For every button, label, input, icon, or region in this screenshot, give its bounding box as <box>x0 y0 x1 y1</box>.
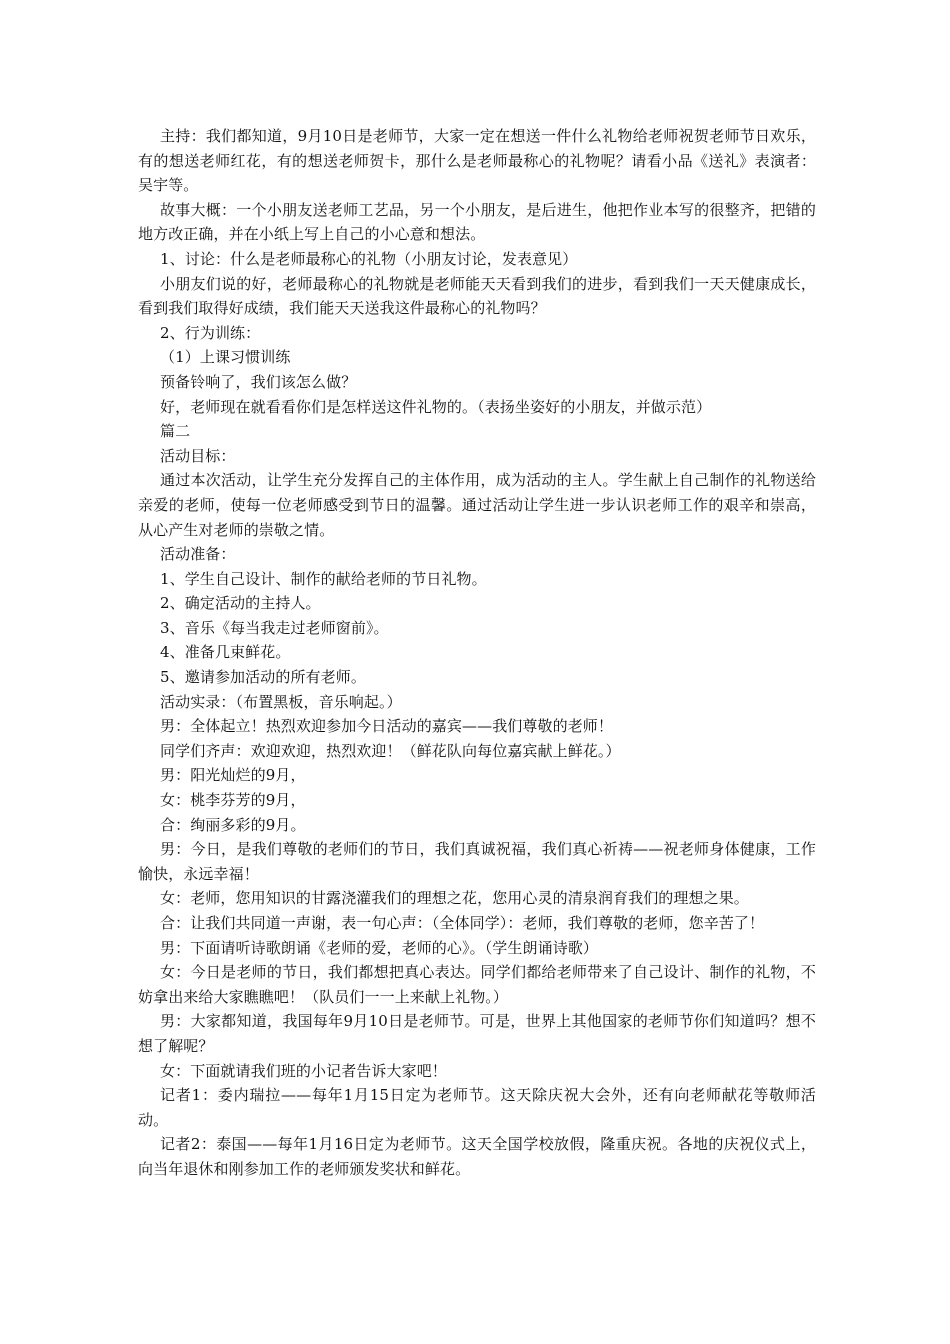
paragraph-teacher-watch: 好，老师现在就看看你们是怎样送这件礼物的。（表扬坐姿好的小朋友，并做示范） <box>160 397 712 416</box>
paragraph-bell-question: 预备铃响了，我们该怎么做？ <box>160 372 357 391</box>
paragraph-discussion: 1、讨论：什么是老师最称心的礼物（小朋友讨论，发表意见） <box>160 249 578 268</box>
paragraph-class-habit: （1）上课习惯训练 <box>160 348 291 367</box>
list-item-prep-2: 2、确定活动的主持人。 <box>160 594 321 613</box>
paragraph-best-gift: 小朋友们说的好，老师最称心的礼物就是老师能天天看到我们的进步，看到我们一天天健康成长，看到我们取得好成绩，我们能天天送我这件最称心的礼物吗？ <box>138 274 816 318</box>
paragraph-behavior-training: 2、行为训练： <box>160 323 261 342</box>
paragraph-activity-goals: 通过本次活动，让学生充分发挥自己的主体作用，成为活动的主人。学生献上自己制作的礼物送给亲爱的老师，使每一位老师感受到节日的温馨。通过活动让学生进一步认识老师工作的艰辛和崇高，从心产生对老师的崇敬之情。 <box>138 471 816 539</box>
heading-activity-prep: 活动准备： <box>160 545 236 564</box>
heading-activity-record: 活动实录：（布置黑板，音乐响起。） <box>160 692 402 711</box>
dialogue-line: 女：桃李芬芳的9月， <box>160 791 306 810</box>
heading-activity-goals: 活动目标： <box>160 446 236 465</box>
dialogue-line: 合：绚丽多彩的9月。 <box>160 815 306 834</box>
dialogue-line: 男：大家都知道，我国每年9月10日是老师节。可是，世界上其他国家的老师节你们知道吗？想不想了解呢？ <box>138 1012 816 1055</box>
dialogue-line: 男：今日，是我们尊敬的老师们的节日，我们真诚祝福，我们真心祈祷——祝老师身体健康，工作愉快，永远幸福！ <box>138 840 816 883</box>
list-item-prep-1: 1、学生自己设计、制作的献给老师的节日礼物。 <box>160 569 487 588</box>
dialogue-line: 女：今日是老师的节日，我们都想把真心表达。同学们都给老师带来了自己设计、制作的礼物，不妨拿出来给大家瞧瞧吧！（队员们一一上来献上礼物。） <box>138 963 816 1006</box>
section-heading-part-two: 篇二 <box>160 422 191 441</box>
list-item-prep-5: 5、邀请参加活动的所有老师。 <box>160 668 366 687</box>
dialogue-line: 男：全体起立！热烈欢迎参加今日活动的嘉宾——我们尊敬的老师！ <box>160 717 614 736</box>
reporter-line: 记者1：委内瑞拉——每年1月15日定为老师节。这天除庆祝大会外，还有向老师献花等敬师活动。 <box>138 1086 816 1129</box>
dialogue-line: 女：老师，您用知识的甘露浇灌我们的理想之花，您用心灵的清泉润育我们的理想之果。 <box>160 889 749 908</box>
dialogue-line: 女：下面就请我们班的小记者告诉大家吧！ <box>160 1061 447 1080</box>
paragraph-host-intro: 主持：我们都知道，9月10日是老师节，大家一定在想送一件什么礼物给老师祝贺老师节日欢乐，有的想送老师红花，有的想送老师贺卡，那什么是老师最称心的礼物呢？请看小品《送礼》表演者：吴宇等。 <box>138 127 816 195</box>
dialogue-line: 同学们齐声：欢迎欢迎，热烈欢迎！（鲜花队向每位嘉宾献上鲜花。） <box>160 741 621 760</box>
list-item-prep-4: 4、准备几束鲜花。 <box>160 643 291 662</box>
list-item-prep-3: 3、音乐《每当我走过老师窗前》。 <box>160 618 389 637</box>
dialogue-line: 男：下面请听诗歌朗诵《老师的爱，老师的心》。（学生朗诵诗歌） <box>160 938 599 957</box>
dialogue-line: 男：阳光灿烂的9月， <box>160 766 306 785</box>
dialogue-line: 合：让我们共同道一声谢，表一句心声：（全体同学）：老师，我们尊敬的老师，您辛苦了！ <box>160 914 765 932</box>
reporter-line: 记者2：泰国——每年1月16日定为老师节。这天全国学校放假，隆重庆祝。各地的庆祝仪式上，向当年退休和刚参加工作的老师颁发奖状和鲜花。 <box>138 1135 816 1178</box>
document-body <box>138 124 816 1182</box>
paragraph-story-outline: 故事大概：一个小朋友送老师工艺品，另一个小朋友，是后进生，他把作业本写的很整齐，把错的地方改正确，并在小纸上写上自己的小心意和想法。 <box>138 200 816 244</box>
